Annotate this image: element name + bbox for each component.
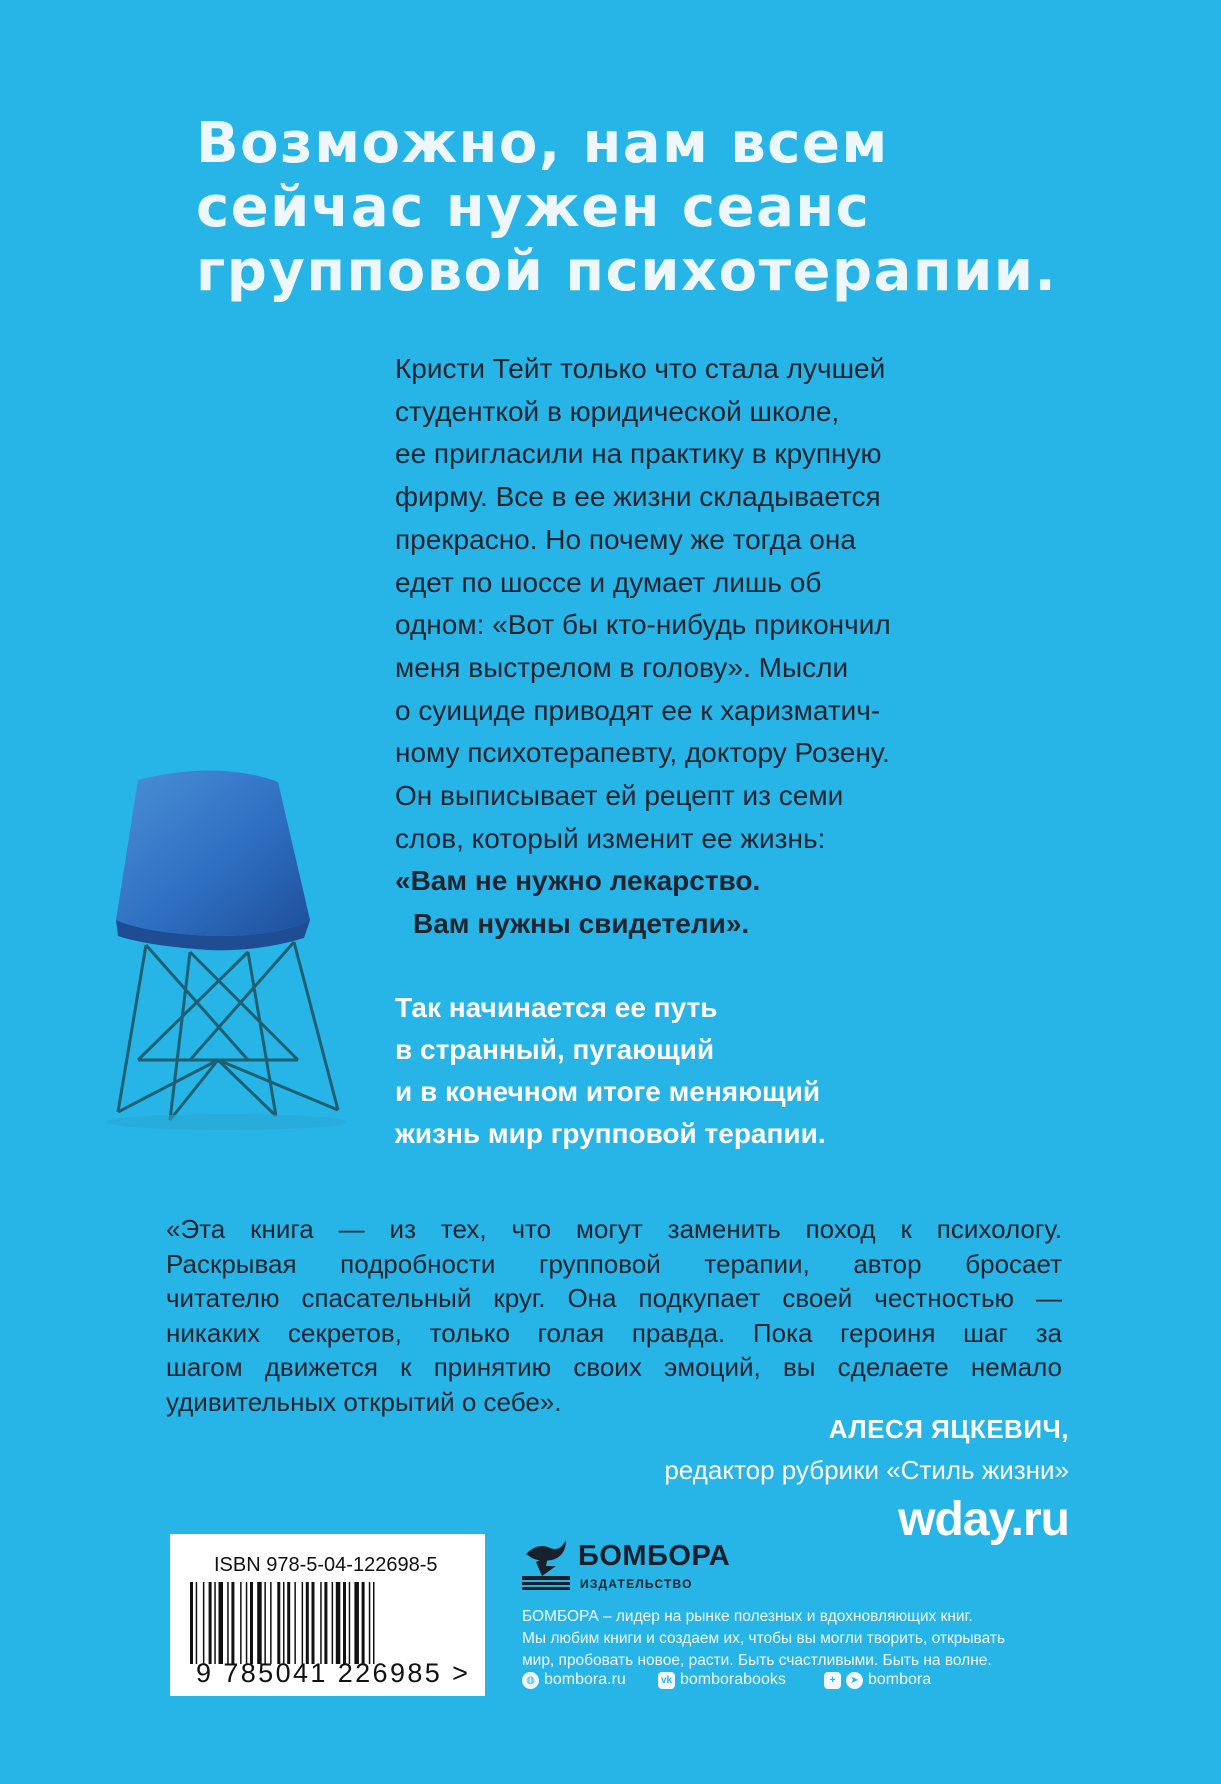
publisher-description-line: Мы любим книги и создаем их, чтобы вы могли творить, открывать: [522, 1630, 1006, 1647]
headline-line: групповой психотерапии.: [196, 239, 1058, 304]
social-label: bomborabooks: [680, 1671, 786, 1688]
review-line: читателю спасательный круг. Она подкупает своей честностью —: [166, 1283, 1062, 1313]
barcode-bar: [373, 1582, 375, 1664]
social-label: bombora: [868, 1671, 932, 1688]
barcode-bar: [277, 1582, 280, 1664]
closing-line: и в конечном итоге меняющий: [395, 1076, 821, 1107]
blurb-line: о суициде приводят ее к харизматич-: [395, 694, 881, 726]
social-link-telegram[interactable]: [824, 1671, 931, 1689]
blurb-line: Он выписывает ей рецепт из семи: [395, 780, 844, 812]
barcode-bar: [302, 1582, 304, 1664]
globe-icon: ◍: [522, 1672, 539, 1689]
publisher-description: [522, 1606, 1042, 1672]
publisher-name: БОМБОРА: [578, 1540, 731, 1572]
publisher-description-line: БОМБОРА – лидер на рынке полезных и вдохновляющих книг.: [522, 1608, 973, 1625]
closing-line: Так начинается ее путь: [395, 992, 718, 1023]
blurb-line: прекрасно. Но почему же тогда она: [395, 523, 856, 555]
barcode-bar: [287, 1582, 290, 1664]
publisher-subtitle: ИЗДАТЕЛЬСТВО: [580, 1577, 693, 1591]
isbn-barcode-box: [170, 1534, 485, 1696]
closing-text: [395, 987, 1095, 1155]
barcode-bar: [320, 1582, 322, 1664]
barcode-bar: [250, 1582, 253, 1664]
closing-line: в странный, пугающий: [395, 1034, 715, 1065]
blurb-quote-line: «Вам не нужно лекарство.: [395, 865, 761, 897]
bombora-logo-icon: [520, 1532, 572, 1590]
barcode-bar: [190, 1582, 193, 1664]
reviewer-name: АЛЕСЯ ЯЦКЕВИЧ,: [828, 1414, 1069, 1444]
barcode-bar: [324, 1582, 327, 1664]
blurb-line: слов, который изменит ее жизнь:: [395, 822, 826, 854]
chair-illustration: [98, 760, 358, 1150]
blurb-line: меня выстрелом в голову». Мысли: [395, 651, 849, 683]
barcode-bar: [240, 1582, 242, 1664]
barcode-digits: 9 785041 226985 >: [196, 1658, 471, 1688]
barcode-bar: [283, 1582, 285, 1664]
barcode-bar: [270, 1582, 272, 1664]
barcode-bar: [343, 1582, 346, 1664]
review-line: никаких секретов, только голая правда. Пока героиня шаг за: [166, 1317, 1062, 1348]
barcode-bar: [246, 1582, 248, 1664]
barcode-bar: [349, 1582, 351, 1664]
headline-line: Возможно, нам всем: [196, 111, 889, 176]
barcode-bar: [214, 1582, 216, 1664]
blurb-line: студенткой в юридической школе,: [395, 395, 840, 427]
plus-icon: +: [824, 1672, 841, 1689]
barcode-bar: [332, 1582, 334, 1664]
barcode-bar: [264, 1582, 266, 1664]
review-line: шагом движется к принятию своих эмоций, вы сделаете немало: [166, 1352, 1062, 1382]
blurb-line: ному психотерапевту, доктору Розену.: [395, 737, 890, 769]
blurb-line: едет по шоссе и думает лишь об: [395, 566, 822, 598]
barcode-bar: [312, 1582, 315, 1664]
headline-line: сейчас нужен сеанс: [196, 175, 871, 240]
chair-shadow: [106, 1114, 346, 1130]
telegram-icon: ➤: [846, 1672, 863, 1689]
chair-legs: [118, 942, 338, 1120]
blurb-line: одном: «Вот бы кто-нибудь прикончил: [395, 609, 891, 641]
book-blurb: [395, 348, 1035, 946]
barcode-bar: [219, 1582, 224, 1664]
review-line: удивительных открытий о себе».: [166, 1386, 562, 1417]
barcode-bar: [336, 1582, 341, 1664]
social-link-vk[interactable]: [658, 1671, 786, 1689]
chair-shell: [116, 770, 310, 936]
review-quote: [166, 1212, 1062, 1419]
blurb-quote-line: Вам нужны свидетели».: [413, 908, 750, 940]
social-link-site[interactable]: [522, 1671, 626, 1689]
barcode-bar: [196, 1582, 198, 1664]
barcode-bar: [369, 1582, 371, 1664]
barcode: [190, 1582, 480, 1664]
barcode-bar: [362, 1582, 365, 1664]
vk-icon: vk: [658, 1672, 675, 1689]
barcode-bar: [209, 1582, 212, 1664]
reviewer-role: редактор рубрики «Стиль жизни»: [664, 1455, 1069, 1485]
review-line: Раскрывая подробности групповой терапии, автор бросает: [166, 1248, 1062, 1279]
review-line: «Эта книга — из тех, что могут заменить поход к психологу.: [166, 1214, 1062, 1244]
social-label: bombora.ru: [544, 1671, 626, 1688]
blurb-line: Кристи Тейт только что стала лучшей: [395, 353, 886, 384]
blurb-line: ее пригласили на практику в крупную: [395, 438, 882, 470]
publisher-description-line: мир, пробовать новое, расти. Быть счастливыми. Быть на волне.: [522, 1652, 992, 1669]
barcode-bar: [257, 1582, 262, 1664]
isbn-label: ISBN 978-5-04-122698-5: [214, 1554, 438, 1576]
closing-line: жизнь мир групповой терапии.: [395, 1118, 826, 1149]
barcode-bar: [227, 1582, 229, 1664]
blurb-line: фирму. Все в ее жизни складывается: [395, 481, 881, 513]
barcode-bar: [354, 1582, 359, 1664]
review-outlet: wday.ru: [898, 1493, 1069, 1546]
headline: [196, 112, 1096, 304]
barcode-bar: [294, 1582, 296, 1664]
barcode-bar: [203, 1582, 205, 1664]
barcode-bar: [231, 1582, 234, 1664]
barcode-bar: [306, 1582, 309, 1664]
